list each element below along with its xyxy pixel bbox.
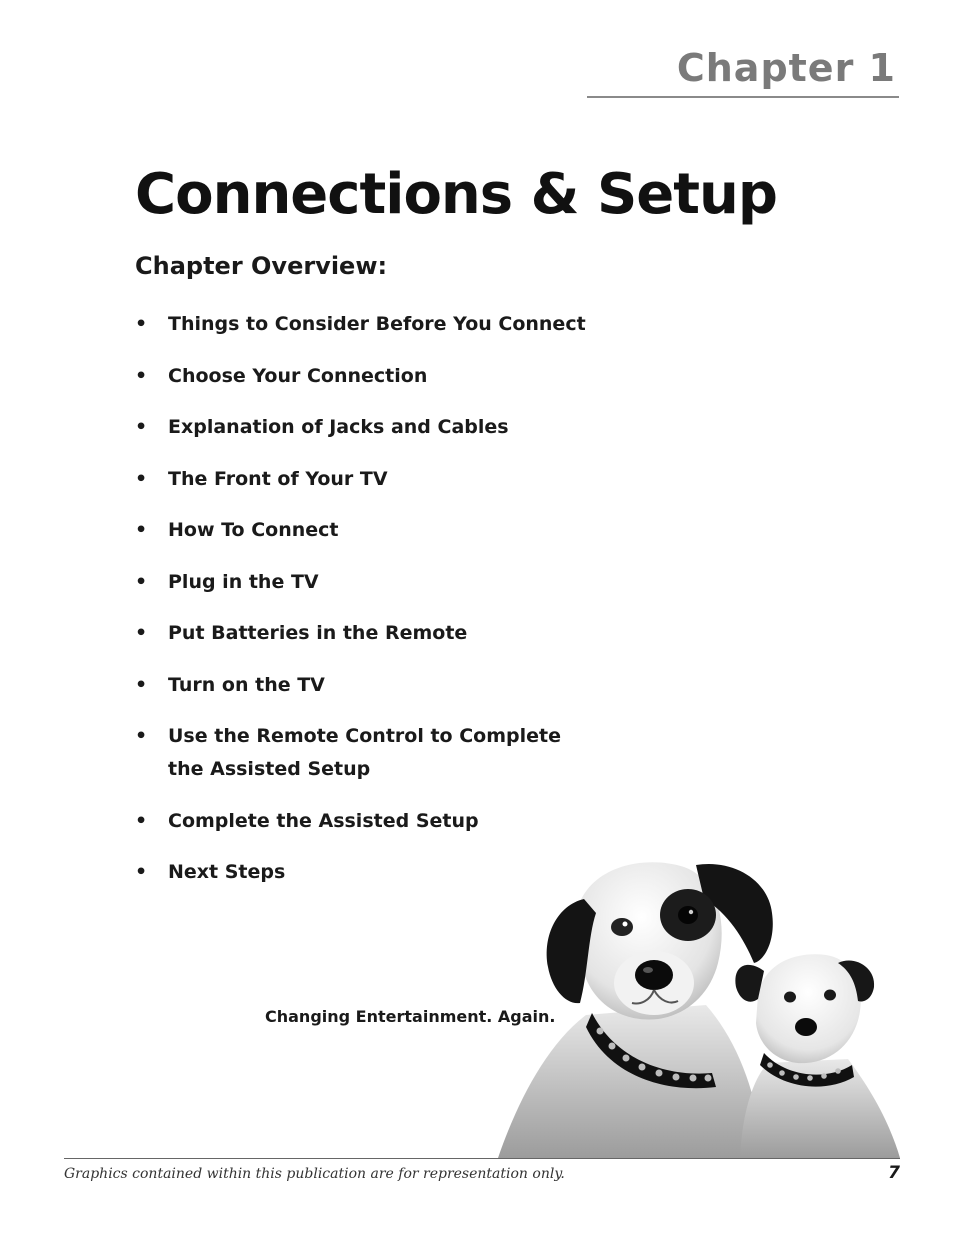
list-item — [135, 669, 595, 702]
footer-rule — [64, 1158, 900, 1159]
list-item-text: The Front of Your TV — [168, 467, 388, 490]
list-item — [135, 720, 595, 786]
chapter-rule — [587, 96, 899, 98]
big-dog — [498, 862, 773, 1158]
dogs-photo — [496, 855, 900, 1158]
page-title: Connections & Setup — [135, 162, 777, 227]
bullet: • — [135, 861, 148, 883]
list-item — [135, 617, 595, 650]
bullet: • — [135, 416, 148, 438]
overview-heading: Chapter Overview: — [135, 252, 388, 280]
list-item-text: Explanation of Jacks and Cables — [168, 416, 509, 438]
overview-list — [135, 308, 595, 908]
bullet: • — [135, 364, 148, 387]
footer-note: Graphics contained within this publication are for representation only. — [64, 1166, 565, 1182]
bullet: • — [135, 725, 148, 747]
bullet: • — [135, 467, 148, 490]
bullet: • — [135, 570, 148, 593]
list-item — [135, 308, 595, 341]
bullet: • — [135, 809, 148, 832]
list-item-text: Choose Your Connection — [168, 364, 428, 387]
list-item-text: Plug in the TV — [168, 570, 319, 593]
list-item-text: Things to Consider Before You Connect — [168, 313, 586, 335]
list-item-text: How To Connect — [168, 519, 339, 541]
chapter-label: Chapter 1 — [676, 46, 896, 90]
small-dog — [735, 954, 900, 1158]
bullet: • — [135, 622, 148, 644]
list-item-text: Next Steps — [168, 861, 286, 883]
list-item-text: Put Batteries in the Remote — [168, 622, 468, 644]
list-item — [135, 463, 595, 496]
list-item — [135, 360, 595, 393]
list-item — [135, 566, 595, 599]
bullet: • — [135, 519, 148, 541]
list-item — [135, 411, 595, 444]
list-item — [135, 514, 595, 547]
list-item — [135, 805, 595, 838]
tagline: Changing Entertainment. Again. — [265, 1007, 556, 1026]
list-item-text: Turn on the TV — [168, 673, 325, 696]
page-number: 7 — [888, 1163, 900, 1183]
bullet: • — [135, 673, 148, 696]
list-item-text: Complete the Assisted Setup — [168, 809, 479, 832]
list-item-text: Use the Remote Control to Complete the Assisted Setup — [168, 725, 561, 780]
bullet: • — [135, 313, 148, 335]
